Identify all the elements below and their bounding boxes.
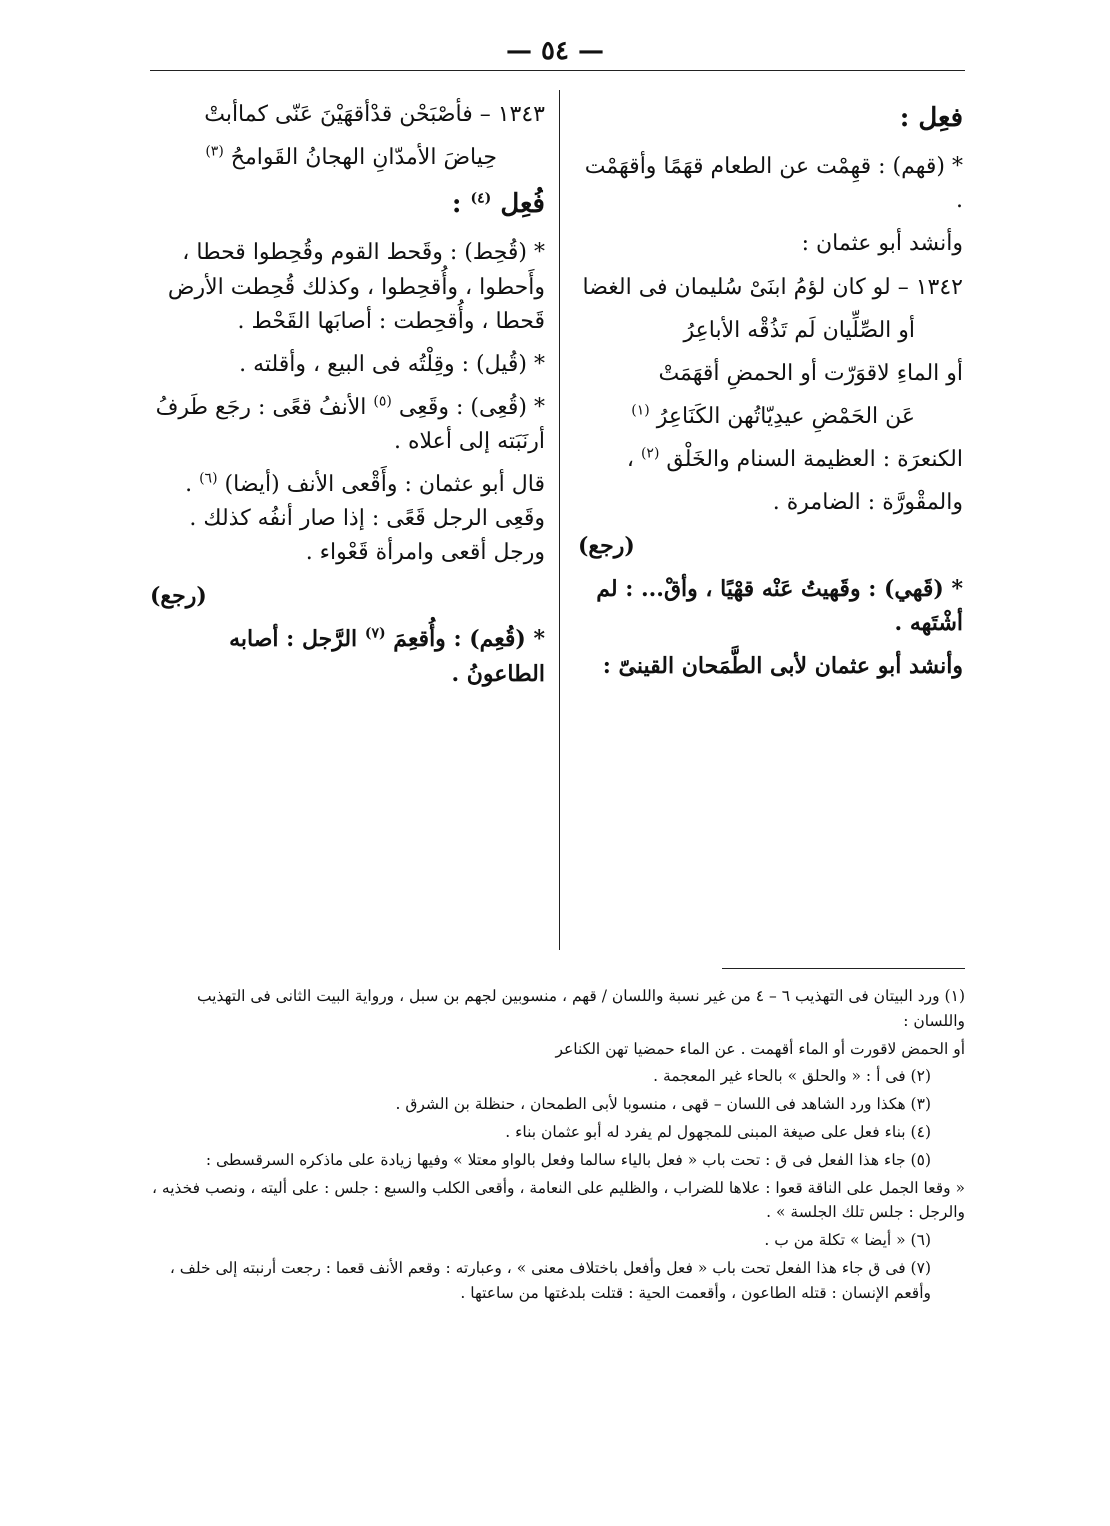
footnote-mark: (٥) [373,393,392,410]
footnote-1-verse: أو الحمض لاقورت أو الماء أقهمت . عن الماء حمضيا تهن الكناعر [555,1039,965,1058]
intro-tammahan: وأنشد أبو عثمان لأبى الطَّمَحان القينىّ : [602,653,963,680]
quote-text: . وقَعِى الرجل قَعًى : إذا صار أنفُه كذلك . ورجل أقعى وامرأة قَعْواء . [185,472,545,566]
verse-1343-line-2 [150,141,545,175]
footnote-mark: (٦) [199,470,218,487]
heading-colon: : [451,189,462,220]
verse-1342-line-3: أو الماءِ لاقوَرّت أو الحمضِ أقهَمَتْ [658,360,963,386]
footnote-mark: (٢) [640,445,660,462]
verse-text: عَن الحَمْضِ عيدِيّاتُهن الكَنَاعِرُ [656,403,915,429]
footnote-4: (٤) بناء فعل على صيغة المبنى للمجهول لم يفرد له أبو عثمان بناء . [505,1122,931,1141]
gloss-kunaira [578,443,963,477]
section-heading [150,184,545,224]
entry-text: الأنفُ قعًى : رجَع طَرفُ أرنَبَته إلى أعلاه . [155,394,545,454]
footnote-5-quote: « وقعا الجمل على الناقة قعوا : علاها للضراب ، والظليم على النعامة ، وأقعى الكلب والسبع : جلس : على أليته ، ونصب فخذيه ، والرجل : جلس تلك الجلسة » . [151,1178,965,1222]
verse-1343-line-1: ١٣٤٣ – فأصْبَحْن قدْأقهَيْنَ عَنّى كماأبتْ [204,102,545,127]
left-column [150,98,545,700]
entry-qahiya: * (قَهي) : وقَهيتُ عَنْه قهْيًا ، وأقْ... : لم أشْتَهه . [596,576,963,637]
footnote-5: (٥) جاء هذا الفعل فى ق : تحت باب « فعل بالياء سالما وفعل بالواو معتلا » وفيها زيادة على ماذكره السرقسطى : [205,1150,931,1169]
footnotes [150,984,965,1309]
verse-1342-line-1: ١٣٤٢ – لو كان لؤمُ ابنَىْ سُليمان فى الغضا [582,274,963,300]
intro-1342: وأنشد أبو عثمان : [801,231,963,257]
verse-1342-line-4 [578,400,963,434]
footnote-1: (١) ورد البيتان فى التهذيب ٦ – ٤ من غير نسبة واللسان / قهم ، منسوبين لجهم بن سبل ، ورواية البيت الثانى فى التهذيب واللسان : [196,987,965,1030]
verse-1342-line-2: أو الصِّلِّيان لَم تَذُقْه الأباعِرُ [683,317,915,343]
entry-qila: * (قُيل) : وقِلْتُه فى البيع ، وأقلته . [239,351,545,377]
quote-text: قال أبو عثمان : وأَقْعى الأنف (أيضا) [224,472,545,498]
entry-quiya [150,391,545,459]
footnote-6: (٦) « أيضا » تكلة من ب . [764,1231,931,1250]
gloss-comma: ، [626,446,634,472]
footnote-mark: (٧) [364,626,386,643]
gloss-muqawwara: والمقْورَّة : الضامرة . [772,490,963,516]
column-divider [559,90,560,950]
heading-text: فُعِل [500,189,545,220]
entry-text: * (قُعِم) : وأُقعِمَ [393,626,545,653]
quote-abu-uthman [150,468,545,570]
page-number: — ٥٤ — [505,36,605,66]
right-column [578,98,963,693]
footnote-mark: (٣) [205,143,224,160]
top-rule [150,70,965,71]
section-heading: فعِل : [899,103,963,133]
entry-qahima: * (قهم) : قهِمْت عن الطعام قهَمًا وأقهَمْت . [584,154,963,214]
entry-quima [150,622,545,690]
verse-text: حِياضَ الأمدّانِ الهجانُ القَوامحُ [230,145,497,171]
footnote-3: (٣) هكذا ورد الشاهد فى اللسان – قهى ، منسوبا لأبى الطمحان ، حنظلة بن الشرق . [395,1095,931,1114]
footnote-mark: (٤) [470,190,492,207]
entry-text: * (قُعِى) : وقَعِى [398,394,545,420]
footnote-mark: (١) [631,402,650,419]
footnote-7: (٧) فى ق جاء هذا الفعل تحت باب « فعل وأفعل باختلاف معنى » ، وعبارته : وقعم الأنف قعما : رجعت أرنبته إلى خلف ، وأقعم الإنسان : قتله الطاعون ، وأقعمت الحية : قتلت بلدغتها من ساعتها . [169,1258,931,1302]
gloss-text: الكنعرَة : العظيمة السنام والخَلْق [666,446,963,472]
section-marker: (رجع) [578,533,635,560]
footnote-2: (٢) فى أ : « والحلق » بالحاء غير المعجمة . [653,1067,931,1086]
section-marker: (رجع) [150,583,207,610]
entry-text: الرَّجل : أصابه الطاعونُ . [229,626,545,687]
entry-quhita: * (قُحِط) : وقَحط القوم وقُحِطوا قحطا ، وأَحطوا ، وأُقحِطوا ، وكذلك قُحِطت الأرض قَحطا ، وأُقحِطت : أصابَها القَحْط . [167,240,545,334]
footnote-rule [722,968,965,969]
